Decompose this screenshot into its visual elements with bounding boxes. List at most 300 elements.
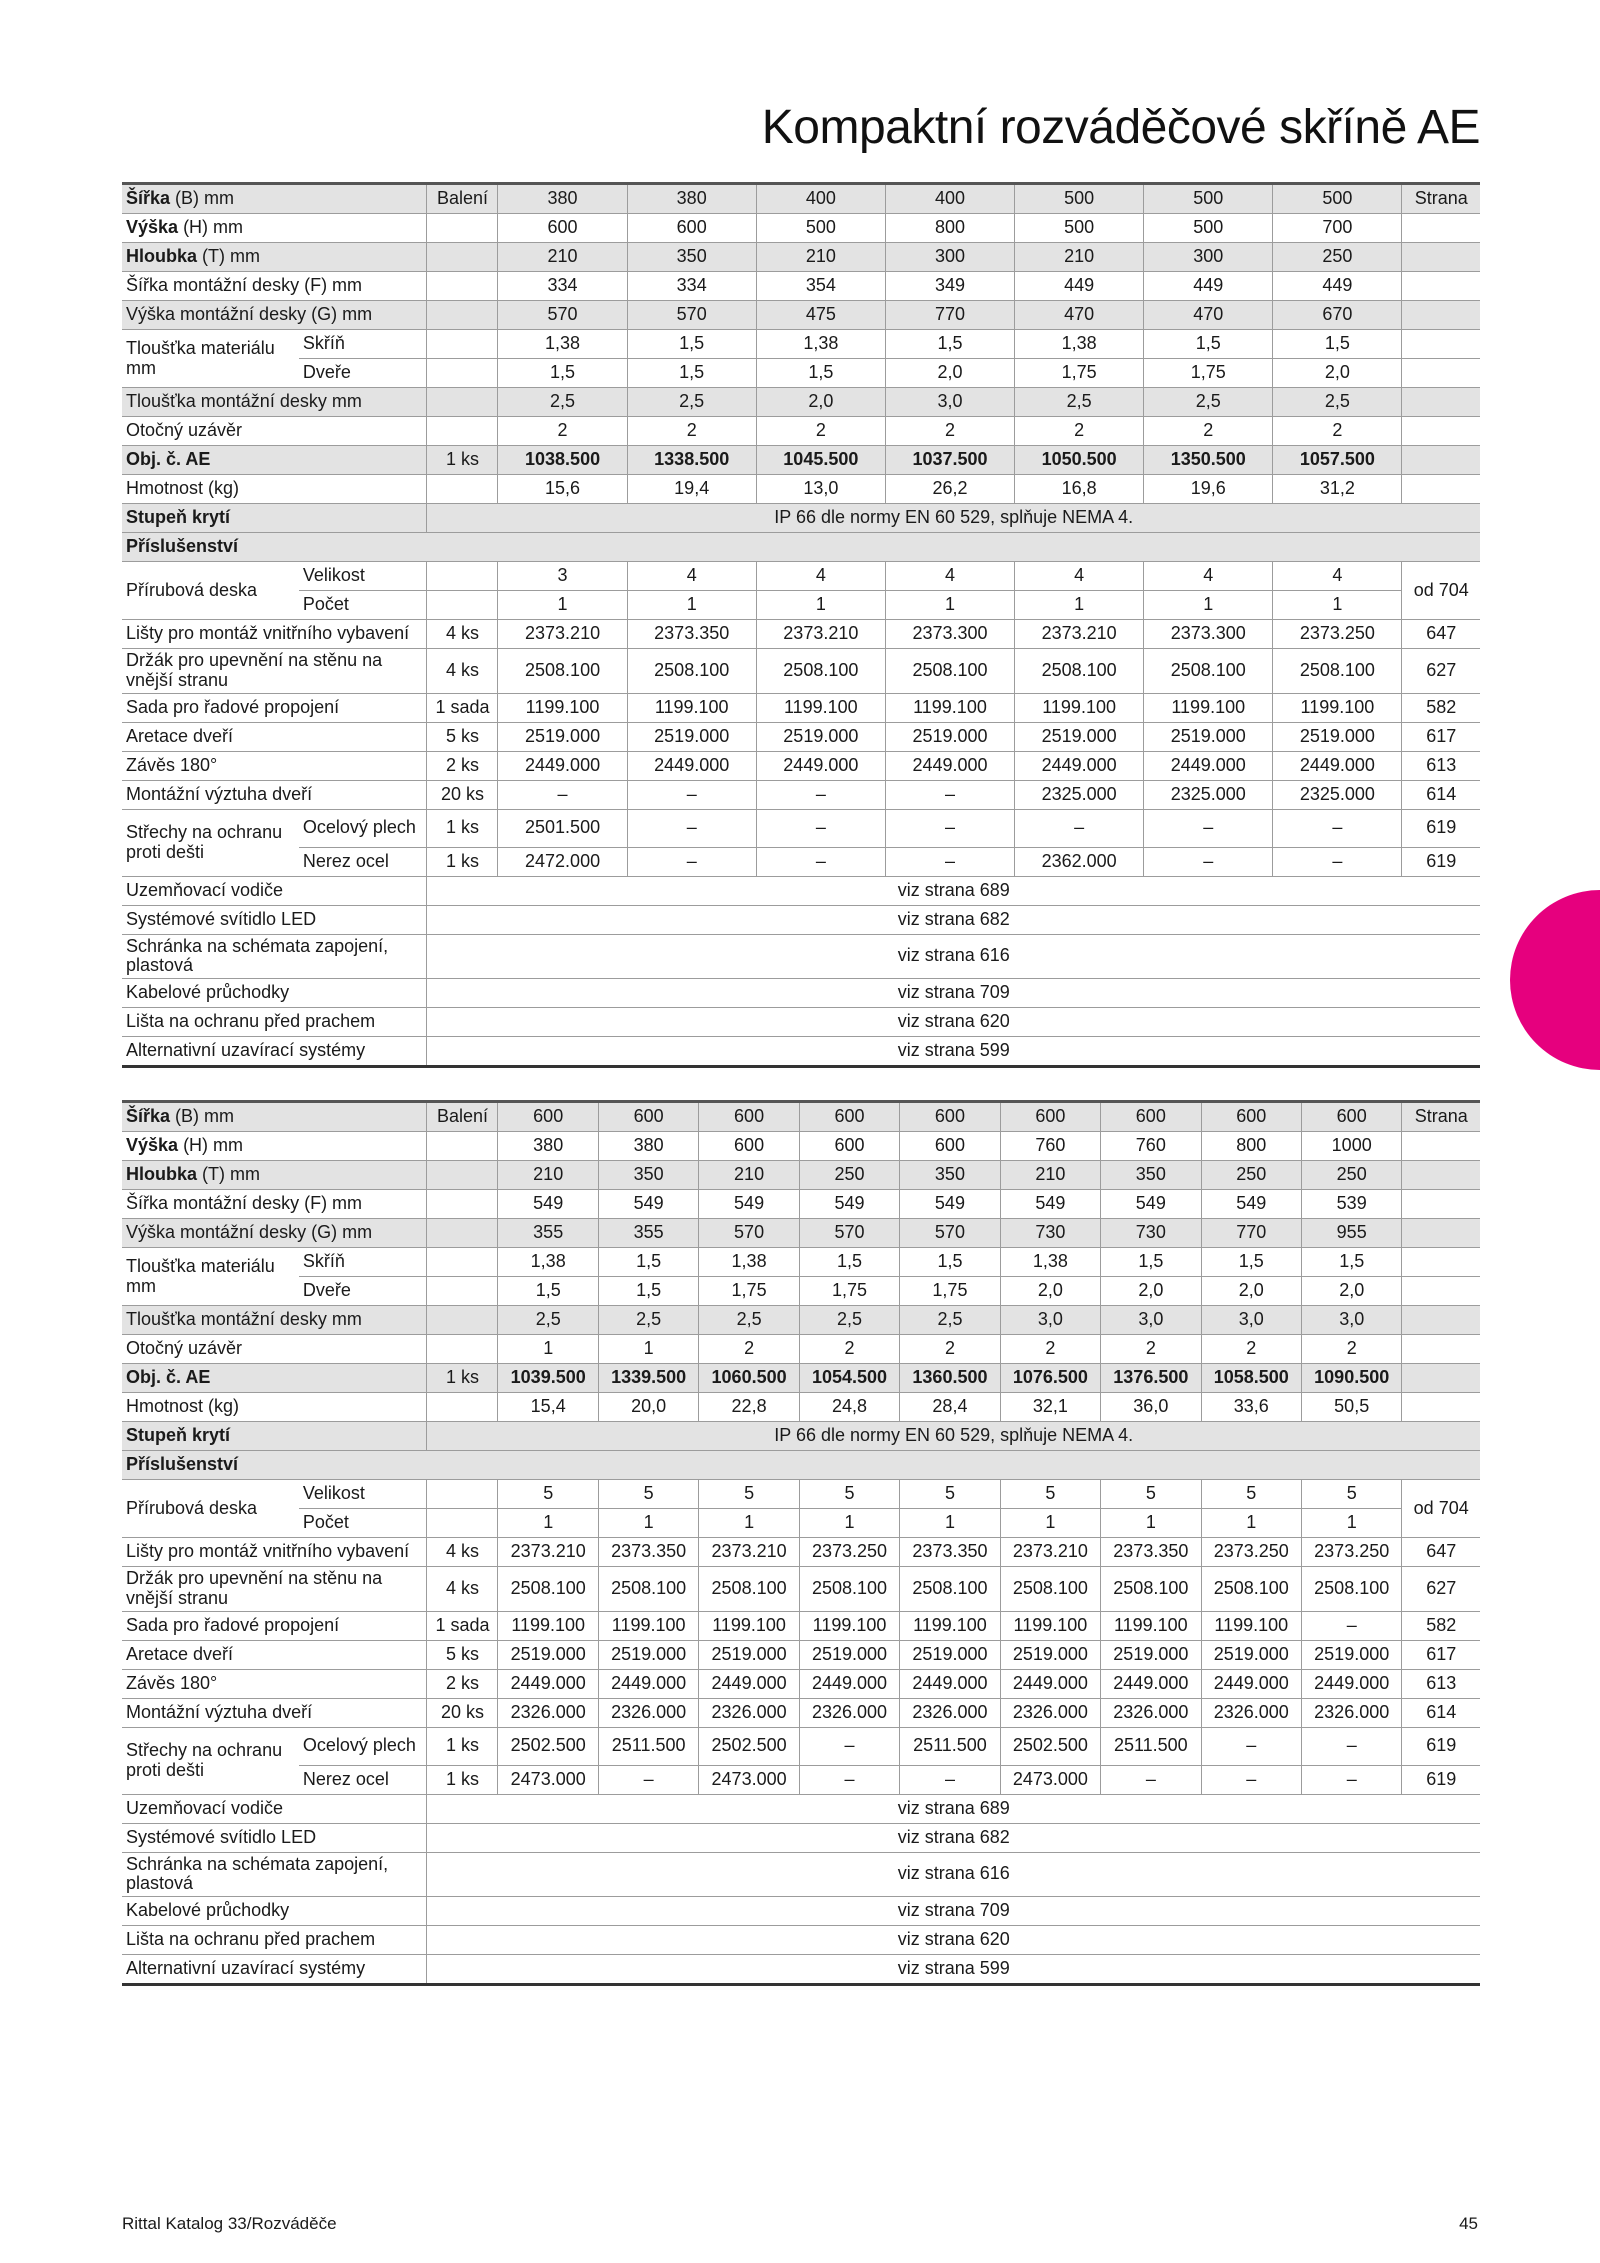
value-cell: 2,5 [799, 1306, 899, 1335]
sub-label: Nerez ocel [299, 847, 427, 876]
value-cell: 5 [1101, 1480, 1201, 1509]
packaging-cell [427, 1480, 498, 1509]
row-label [122, 1335, 427, 1364]
packaging-cell [427, 417, 498, 446]
value-cell: 2,5 [498, 388, 627, 417]
page-ref-cell: 619 [1402, 1727, 1480, 1765]
value-cell: 3,0 [885, 388, 1014, 417]
row-label-text: Otočný uzávěr [126, 420, 243, 441]
page-ref-cell: 614 [1402, 1698, 1480, 1727]
value-cell: 1,5 [1273, 330, 1402, 359]
page-ref-cell: 619 [1402, 1765, 1480, 1794]
row-label [122, 301, 427, 330]
value-cell: 2326.000 [900, 1698, 1000, 1727]
value-cell: 1,5 [627, 330, 756, 359]
value-cell: 2519.000 [627, 722, 756, 751]
value-cell: 800 [1201, 1132, 1301, 1161]
table-row [122, 533, 1480, 562]
value-cell: 2326.000 [799, 1698, 899, 1727]
row-label [122, 214, 427, 243]
value-cell: 210 [699, 1161, 799, 1190]
table-row [122, 809, 1480, 847]
row-label-text: Uzemňovací vodiče [126, 879, 284, 900]
table-row [122, 1698, 1480, 1727]
packaging-cell [427, 359, 498, 388]
table-row [122, 301, 1480, 330]
value-cell: 1 [1301, 1509, 1401, 1538]
value-cell: 15,4 [498, 1393, 598, 1422]
value-cell: 2449.000 [1201, 1669, 1301, 1698]
row-label-text: Hloubka [126, 1164, 198, 1185]
row-label [122, 979, 427, 1008]
packaging-cell [427, 1161, 498, 1190]
page-ref-cell [1402, 243, 1480, 272]
value-cell: 2326.000 [1201, 1698, 1301, 1727]
table-row [122, 1451, 1480, 1480]
packaging-cell [427, 1190, 498, 1219]
value-cell: 3,0 [1000, 1306, 1100, 1335]
section-heading: Příslušenství [122, 1451, 1480, 1480]
packaging-cell: 1 ks [427, 809, 498, 847]
packaging-cell [427, 1393, 498, 1422]
value-cell: 1199.100 [498, 1611, 598, 1640]
row-label-text: Výška [126, 1135, 179, 1156]
value-cell: 2 [1144, 417, 1273, 446]
value-cell: 2519.000 [1000, 1640, 1100, 1669]
row-label-text: Obj. č. AE [126, 1367, 211, 1388]
group-label: Tloušťka materiálu mm [122, 330, 299, 388]
packaging-cell [427, 214, 498, 243]
value-cell: 31,2 [1273, 475, 1402, 504]
page-ref-cell [1402, 1132, 1480, 1161]
page-ref-cell: 647 [1402, 1538, 1480, 1567]
value-cell: 2326.000 [498, 1698, 598, 1727]
value-cell: 500 [756, 214, 885, 243]
value-cell: 210 [1015, 243, 1144, 272]
packaging-cell [427, 562, 498, 591]
value-cell: 549 [699, 1190, 799, 1219]
value-cell: 1,75 [799, 1277, 899, 1306]
packaging-cell: 5 ks [427, 1640, 498, 1669]
table-row [122, 184, 1480, 214]
row-label [122, 1794, 427, 1823]
value-cell: 2,5 [598, 1306, 698, 1335]
value-cell: 600 [900, 1102, 1000, 1132]
value-cell: 2449.000 [1000, 1669, 1100, 1698]
value-cell: 1199.100 [1273, 693, 1402, 722]
row-label-text: Sada pro řadové propojení [126, 696, 340, 717]
value-cell: 1054.500 [799, 1364, 899, 1393]
value-cell: 33,6 [1201, 1393, 1301, 1422]
value-cell: 2508.100 [1015, 649, 1144, 694]
row-label-text: Montážní výztuha dveří [126, 783, 313, 804]
page-ref-cell: od 704 [1402, 562, 1480, 620]
table-row [122, 591, 1480, 620]
value-cell: 2325.000 [1015, 780, 1144, 809]
row-label [122, 620, 427, 649]
value-cell: 1199.100 [1101, 1611, 1201, 1640]
page-ref-cell [1402, 359, 1480, 388]
row-label-text: Hmotnost (kg) [126, 1396, 240, 1417]
value-cell: 770 [1201, 1219, 1301, 1248]
value-cell: 1,38 [1015, 330, 1144, 359]
value-cell: 2373.210 [1000, 1538, 1100, 1567]
table-row [122, 1567, 1480, 1612]
value-cell: 570 [627, 301, 756, 330]
row-label [122, 1161, 427, 1190]
row-label [122, 649, 427, 694]
table-row [122, 1509, 1480, 1538]
value-cell: 2508.100 [756, 649, 885, 694]
packaging-cell [427, 1248, 498, 1277]
value-cell: 2326.000 [699, 1698, 799, 1727]
value-cell: 2501.500 [498, 809, 627, 847]
value-cell: 4 [1015, 562, 1144, 591]
value-cell: 1339.500 [598, 1364, 698, 1393]
packaging-cell: 1 ks [427, 446, 498, 475]
page-ref-cell [1402, 1393, 1480, 1422]
value-cell: 2449.000 [1273, 751, 1402, 780]
merged-value: viz strana 709 [427, 979, 1480, 1008]
page-ref-cell [1402, 475, 1480, 504]
sub-label: Skříň [299, 1248, 427, 1277]
value-cell: – [799, 1727, 899, 1765]
value-cell: 2472.000 [498, 847, 627, 876]
row-label-unit: (H) mm [178, 1135, 244, 1156]
packaging-cell: 4 ks [427, 1567, 498, 1612]
value-cell: 3,0 [1201, 1306, 1301, 1335]
value-cell: 2373.300 [885, 620, 1014, 649]
value-cell: 2,0 [1273, 359, 1402, 388]
row-label-unit: (B) mm [170, 1106, 235, 1127]
value-cell: 2511.500 [598, 1727, 698, 1765]
value-cell: 2 [756, 417, 885, 446]
value-cell: 760 [1101, 1132, 1201, 1161]
row-label-text: Lišty pro montáž vnitřního vybavení [126, 623, 410, 644]
value-cell: 2 [1301, 1335, 1401, 1364]
value-cell: 26,2 [885, 475, 1014, 504]
footer-catalog-name: Rittal Katalog 33/Rozváděče [122, 2214, 337, 2233]
value-cell: 210 [498, 243, 627, 272]
row-label [122, 1640, 427, 1669]
value-cell: 1,5 [598, 1248, 698, 1277]
row-label-text: Hmotnost (kg) [126, 478, 240, 499]
table-row [122, 1037, 1480, 1067]
page-ref-cell [1402, 1161, 1480, 1190]
value-cell: 1199.100 [598, 1611, 698, 1640]
value-cell: 1 [498, 591, 627, 620]
value-cell: 2449.000 [498, 1669, 598, 1698]
value-cell: 600 [699, 1102, 799, 1132]
value-cell: – [1144, 809, 1273, 847]
table-row [122, 1422, 1480, 1451]
value-cell: 570 [900, 1219, 1000, 1248]
value-cell: 15,6 [498, 475, 627, 504]
value-cell: 1,38 [756, 330, 885, 359]
group-label: Přírubová deska [122, 562, 299, 620]
sub-label: Skříň [299, 330, 427, 359]
value-cell: 1 [627, 591, 756, 620]
row-label-text: Držák pro upevnění na stěnu na vnější stranu [126, 650, 383, 690]
value-cell: 28,4 [900, 1393, 1000, 1422]
page-ref-cell [1402, 214, 1480, 243]
value-cell: 1,38 [498, 330, 627, 359]
value-cell: 210 [756, 243, 885, 272]
table-row [122, 272, 1480, 301]
value-cell: 1,38 [498, 1248, 598, 1277]
value-cell: – [1144, 847, 1273, 876]
row-label-text: Šířka [126, 1106, 171, 1127]
sub-label: Ocelový plech [299, 1727, 427, 1765]
value-cell: – [598, 1765, 698, 1794]
value-cell: 2508.100 [699, 1567, 799, 1612]
value-cell: 1,5 [1144, 330, 1273, 359]
row-label-text: Systémové svítidlo LED [126, 1826, 317, 1847]
value-cell: 700 [1273, 214, 1402, 243]
value-cell: 1,5 [885, 330, 1014, 359]
sub-label: Velikost [299, 1480, 427, 1509]
value-cell: 2508.100 [1000, 1567, 1100, 1612]
value-cell: 1376.500 [1101, 1364, 1201, 1393]
value-cell: 1,38 [1000, 1248, 1100, 1277]
row-label [122, 1422, 427, 1451]
value-cell: 2449.000 [627, 751, 756, 780]
table-row [122, 1219, 1480, 1248]
row-label [122, 1611, 427, 1640]
value-cell: 1 [1201, 1509, 1301, 1538]
value-cell: 300 [1144, 243, 1273, 272]
value-cell: 730 [1000, 1219, 1100, 1248]
table-row [122, 1248, 1480, 1277]
value-cell: 400 [756, 184, 885, 214]
packaging-cell: Balení [427, 1102, 498, 1132]
merged-value: viz strana 620 [427, 1008, 1480, 1037]
row-label-text: Tloušťka montážní desky mm [126, 391, 362, 412]
table-row [122, 1335, 1480, 1364]
value-cell: 2,0 [1201, 1277, 1301, 1306]
value-cell: 2519.000 [1201, 1640, 1301, 1669]
table-row [122, 1480, 1480, 1509]
value-cell: 600 [799, 1102, 899, 1132]
value-cell: – [756, 780, 885, 809]
value-cell: 1 [1101, 1509, 1201, 1538]
value-cell: 4 [756, 562, 885, 591]
value-cell: 4 [1144, 562, 1273, 591]
value-cell: 2508.100 [1101, 1567, 1201, 1612]
value-cell: 19,6 [1144, 475, 1273, 504]
value-cell: 1199.100 [498, 693, 627, 722]
value-cell: 1 [799, 1509, 899, 1538]
row-label-text: Stupeň krytí [126, 507, 231, 528]
value-cell: 449 [1015, 272, 1144, 301]
row-label [122, 905, 427, 934]
page-ref-cell: Strana [1402, 1102, 1480, 1132]
page-ref-cell: 613 [1402, 1669, 1480, 1698]
value-cell: 2,5 [1273, 388, 1402, 417]
value-cell: 5 [699, 1480, 799, 1509]
packaging-cell [427, 1509, 498, 1538]
value-cell: – [1301, 1611, 1401, 1640]
row-label [122, 417, 427, 446]
merged-value: viz strana 620 [427, 1926, 1480, 1955]
value-cell: 1 [900, 1509, 1000, 1538]
table-row [122, 1277, 1480, 1306]
table-row [122, 1306, 1480, 1335]
table-row [122, 1190, 1480, 1219]
merged-value: viz strana 682 [427, 905, 1480, 934]
value-cell: 2373.210 [1015, 620, 1144, 649]
value-cell: 1,5 [900, 1248, 1000, 1277]
value-cell: 5 [498, 1480, 598, 1509]
value-cell: 2519.000 [799, 1640, 899, 1669]
value-cell: 2473.000 [699, 1765, 799, 1794]
page-ref-cell: 647 [1402, 620, 1480, 649]
sub-label: Velikost [299, 562, 427, 591]
table-row [122, 1794, 1480, 1823]
value-cell: – [1273, 809, 1402, 847]
value-cell: 36,0 [1101, 1393, 1201, 1422]
value-cell: 2449.000 [1301, 1669, 1401, 1698]
value-cell: 1 [1000, 1509, 1100, 1538]
value-cell: 2,5 [900, 1306, 1000, 1335]
spec-table-1 [122, 182, 1480, 1068]
value-cell: – [885, 809, 1014, 847]
page-ref-cell [1402, 330, 1480, 359]
packaging-cell [427, 243, 498, 272]
value-cell: 1000 [1301, 1132, 1401, 1161]
merged-value: IP 66 dle normy EN 60 529, splňuje NEMA 4. [427, 504, 1480, 533]
value-cell: 1045.500 [756, 446, 885, 475]
section-heading: Příslušenství [122, 533, 1480, 562]
value-cell: 5 [598, 1480, 698, 1509]
value-cell: 250 [1273, 243, 1402, 272]
value-cell: 1,75 [900, 1277, 1000, 1306]
value-cell: 380 [498, 1132, 598, 1161]
merged-value: viz strana 709 [427, 1897, 1480, 1926]
value-cell: 2325.000 [1144, 780, 1273, 809]
page-ref-cell: 617 [1402, 1640, 1480, 1669]
table-row [122, 979, 1480, 1008]
merged-value: viz strana 616 [427, 934, 1480, 979]
value-cell: 1 [756, 591, 885, 620]
packaging-cell: 1 sada [427, 1611, 498, 1640]
table-row [122, 693, 1480, 722]
value-cell: 2508.100 [1144, 649, 1273, 694]
value-cell: 1199.100 [885, 693, 1014, 722]
value-cell: 600 [627, 214, 756, 243]
value-cell: 2373.250 [1273, 620, 1402, 649]
packaging-cell: 1 ks [427, 1765, 498, 1794]
value-cell: 549 [1201, 1190, 1301, 1219]
value-cell: – [1101, 1765, 1201, 1794]
table-row [122, 243, 1480, 272]
value-cell: 210 [1000, 1161, 1100, 1190]
row-label [122, 780, 427, 809]
value-cell: 2519.000 [1015, 722, 1144, 751]
value-cell: 4 [885, 562, 1014, 591]
group-label: Tloušťka materiálu mm [122, 1248, 299, 1306]
row-label-text: Závěs 180° [126, 754, 218, 775]
page-ref-cell [1402, 1364, 1480, 1393]
value-cell: 1199.100 [627, 693, 756, 722]
page-ref-cell: od 704 [1402, 1480, 1480, 1538]
value-cell: 2 [1101, 1335, 1201, 1364]
value-cell: 2,0 [1301, 1277, 1401, 1306]
row-label-unit: (T) mm [197, 246, 260, 267]
value-cell: 2511.500 [1101, 1727, 1201, 1765]
group-label: Střechy na ochranu proti dešti [122, 809, 299, 876]
value-cell: 2449.000 [756, 751, 885, 780]
value-cell: 5 [900, 1480, 1000, 1509]
value-cell: 2373.210 [756, 620, 885, 649]
row-label [122, 504, 427, 533]
packaging-cell: 20 ks [427, 780, 498, 809]
value-cell: 2,5 [627, 388, 756, 417]
table-row [122, 1765, 1480, 1794]
table-row [122, 780, 1480, 809]
value-cell: 2508.100 [1301, 1567, 1401, 1612]
table-row [122, 847, 1480, 876]
page-ref-cell: 627 [1402, 649, 1480, 694]
value-cell: 380 [498, 184, 627, 214]
value-cell: – [1015, 809, 1144, 847]
packaging-cell: 5 ks [427, 722, 498, 751]
value-cell: 5 [1301, 1480, 1401, 1509]
table-row [122, 330, 1480, 359]
row-label-text: Aretace dveří [126, 725, 234, 746]
row-label [122, 934, 427, 979]
value-cell: 2326.000 [1301, 1698, 1401, 1727]
value-cell: 2508.100 [1201, 1567, 1301, 1612]
value-cell: 1037.500 [885, 446, 1014, 475]
value-cell: 1199.100 [1201, 1611, 1301, 1640]
value-cell: 1038.500 [498, 446, 627, 475]
page-ref-cell [1402, 1335, 1480, 1364]
packaging-cell [427, 301, 498, 330]
merged-value: viz strana 616 [427, 1852, 1480, 1897]
row-label-text: Aretace dveří [126, 1643, 234, 1664]
row-label-text: Lišty pro montáž vnitřního vybavení [126, 1541, 410, 1562]
row-label-text: Alternativní uzavírací systémy [126, 1958, 366, 1979]
value-cell: 349 [885, 272, 1014, 301]
packaging-cell: 1 ks [427, 1364, 498, 1393]
value-cell: 4 [1273, 562, 1402, 591]
table-row [122, 876, 1480, 905]
row-label [122, 1037, 427, 1067]
row-label-text: Lišta na ochranu před prachem [126, 1011, 376, 1032]
row-label [122, 272, 427, 301]
value-cell: 1050.500 [1015, 446, 1144, 475]
value-cell: 2473.000 [1000, 1765, 1100, 1794]
sub-label: Počet [299, 591, 427, 620]
value-cell: 1 [885, 591, 1014, 620]
packaging-cell: 4 ks [427, 1538, 498, 1567]
value-cell: 1,5 [627, 359, 756, 388]
page-ref-cell: 614 [1402, 780, 1480, 809]
page-number: 45 [1459, 2214, 1478, 2233]
value-cell: 2449.000 [1144, 751, 1273, 780]
section-tab-marker [1510, 890, 1600, 1070]
value-cell: – [885, 780, 1014, 809]
value-cell: 2373.350 [598, 1538, 698, 1567]
row-label-text: Šířka [126, 188, 171, 209]
value-cell: – [900, 1765, 1000, 1794]
value-cell: 24,8 [799, 1393, 899, 1422]
table-row [122, 1161, 1480, 1190]
row-label-text: Kabelové průchodky [126, 1900, 290, 1921]
row-label-text: Šířka montážní desky (F) mm [126, 1193, 363, 1214]
row-label-text: Výška [126, 217, 179, 238]
